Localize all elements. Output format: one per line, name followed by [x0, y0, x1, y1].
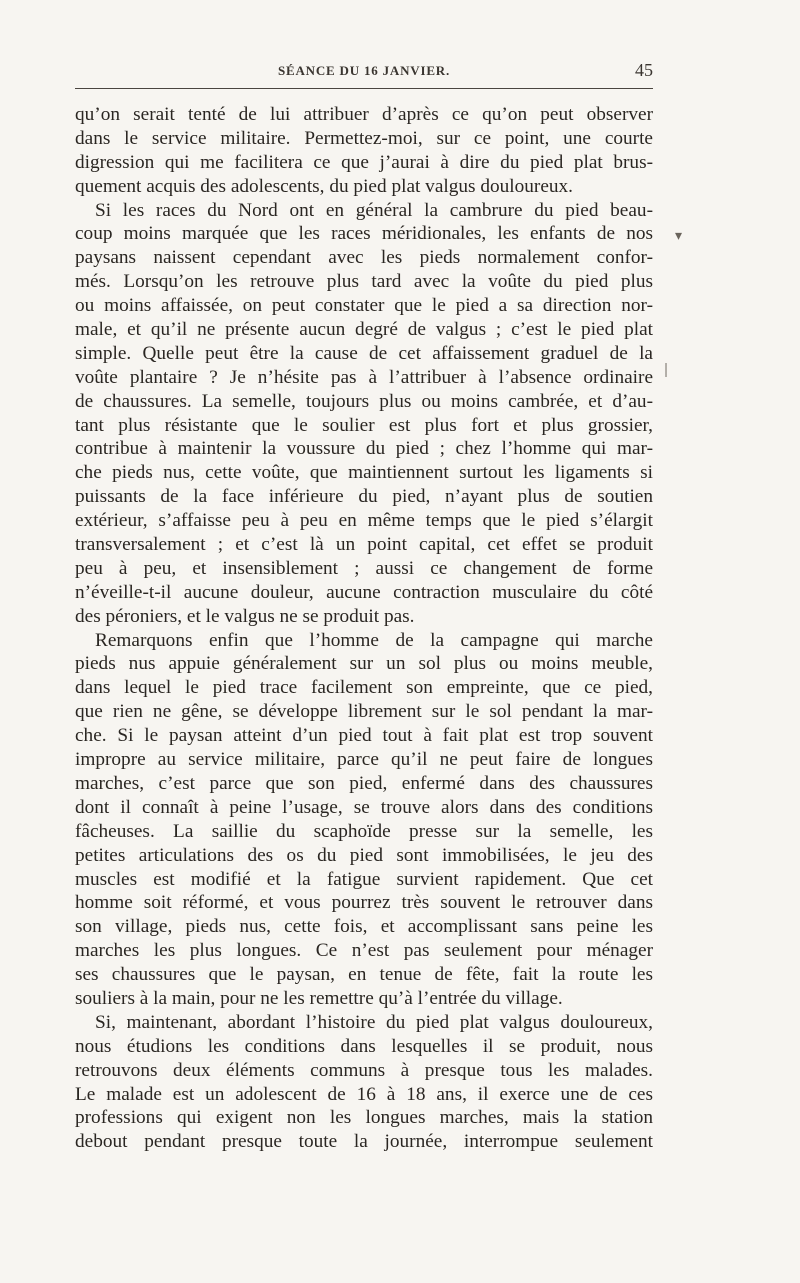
text-line: digression qui me facilitera ce que j’aurai à dire du pied plat brus-	[75, 151, 653, 173]
text-line: professions qui exigent non les longues marches, mais la station	[75, 1107, 653, 1129]
text-line: Si, maintenant, abordant l’histoire du pied plat valgus douloureux,	[95, 1011, 653, 1033]
text-line: peu à peu, et insensiblement ; aussi ce changement de forme	[75, 557, 653, 579]
text-line: son village, pieds nus, cette fois, et accomplissant sans peine les	[75, 916, 653, 938]
text-line: muscles est modifié et la fatigue survient rapidement. Que cet	[75, 868, 653, 890]
text-line: ou moins affaissée, on peut constater que le pied a sa direction nor-	[75, 295, 653, 317]
text-line: que rien ne gêne, se développe librement sur le sol pendant la mar-	[75, 701, 653, 723]
text-line: dans lequel le pied trace facilement son empreinte, que ce pied,	[75, 677, 653, 699]
text-line: dont il connaît à peine l’usage, se trouve alors dans des conditions	[75, 796, 653, 818]
text-line: pieds nus appuie généralement sur un sol plus ou moins meuble,	[75, 653, 653, 675]
text-line: debout pendant presque toute la journée, interrompue seulement	[75, 1131, 653, 1153]
text-line: marches les plus longues. Ce n’est pas seulement pour ménager	[75, 940, 653, 962]
text-line: transversalement ; et c’est là un point capital, cet effet se produit	[75, 534, 653, 556]
text-line: che pieds nus, cette voûte, que maintiennent surtout les ligaments si	[75, 462, 653, 484]
margin-speck: ▾	[675, 229, 683, 244]
running-title: SÉANCE DU 16 JANVIER.	[277, 63, 451, 78]
text-line: quement acquis des adolescents, du pied plat valgus douloureux.	[75, 175, 573, 197]
text-line: Si les races du Nord ont en général la cambrure du pied beau-	[95, 199, 653, 221]
text-line: dans le service militaire. Permettez-moi, sur ce point, une courte	[75, 127, 653, 149]
text-line: impropre au service militaire, parce qu’il ne peut faire de longues	[75, 749, 653, 771]
text-line: Le malade est un adolescent de 16 à 18 ans, il exerce une de ces	[75, 1083, 653, 1105]
text-line: che. Si le paysan atteint d’un pied tout à fait plat est trop souvent	[75, 725, 653, 747]
text-line: petites articulations des os du pied sont immobilisées, le jeu des	[75, 844, 653, 866]
page-number: 45	[635, 60, 653, 80]
text-line: homme soit réformé, et vous pourrez très souvent le retrouver dans	[75, 892, 653, 914]
text-line: ses chaussures que le paysan, en tenue de fête, fait la route les	[75, 964, 653, 986]
text-line: male, et qu’il ne présente aucun degré de valgus ; c’est le pied plat	[75, 319, 653, 341]
text-line: qu’on serait tenté de lui attribuer d’après ce qu’on peut observer	[75, 104, 653, 125]
text-line: puissants de la face inférieure du pied, n’ayant plus de soutien	[75, 486, 653, 508]
body-text	[75, 103, 653, 1154]
text-line: Remarquons enfin que l’homme de la campagne qui marche	[95, 629, 653, 651]
text-line: simple. Quelle peut être la cause de cet affaissement graduel de la	[75, 342, 653, 364]
text-line: extérieur, s’affaisse peu à peu en même temps que le pied s’élargit	[75, 510, 653, 532]
text-line: voûte plantaire ? Je n’hésite pas à l’attribuer à l’absence ordinaire	[75, 366, 653, 388]
text-line: més. Lorsqu’on les retrouve plus tard avec la voûte du pied plus	[75, 271, 653, 293]
text-line: nous étudions les conditions dans lesquelles il se produit, nous	[75, 1035, 653, 1057]
text-line: de chaussures. La semelle, toujours plus ou moins cambrée, et d’au-	[75, 390, 653, 412]
text-line: retrouvons deux éléments communs à presque tous les malades.	[75, 1059, 653, 1081]
text-line: n’éveille-t-il aucune douleur, aucune contraction musculaire du côté	[75, 581, 653, 603]
text-line: souliers à la main, pour ne les remettre qu’à l’entrée du village.	[75, 987, 563, 1009]
text-line: coup moins marquée que les races méridionales, les enfants de nos	[75, 223, 653, 245]
text-line: tant plus résistante que le soulier est plus fort et plus grossier,	[75, 414, 653, 436]
text-line: des péroniers, et le valgus ne se produit pas.	[75, 605, 415, 627]
running-head	[75, 60, 653, 84]
margin-speck: ǀ	[664, 360, 669, 382]
header-rule	[75, 88, 653, 89]
text-line: marches, c’est parce que son pied, enfermé dans des chaussures	[75, 772, 653, 794]
text-line: fâcheuses. La saillie du scaphoïde presse sur la semelle, les	[75, 820, 653, 842]
text-line: contribue à maintenir la voussure du pied ; chez l’homme qui mar-	[75, 438, 653, 460]
text-line: paysans naissent cependant avec les pieds normalement confor-	[75, 247, 653, 269]
